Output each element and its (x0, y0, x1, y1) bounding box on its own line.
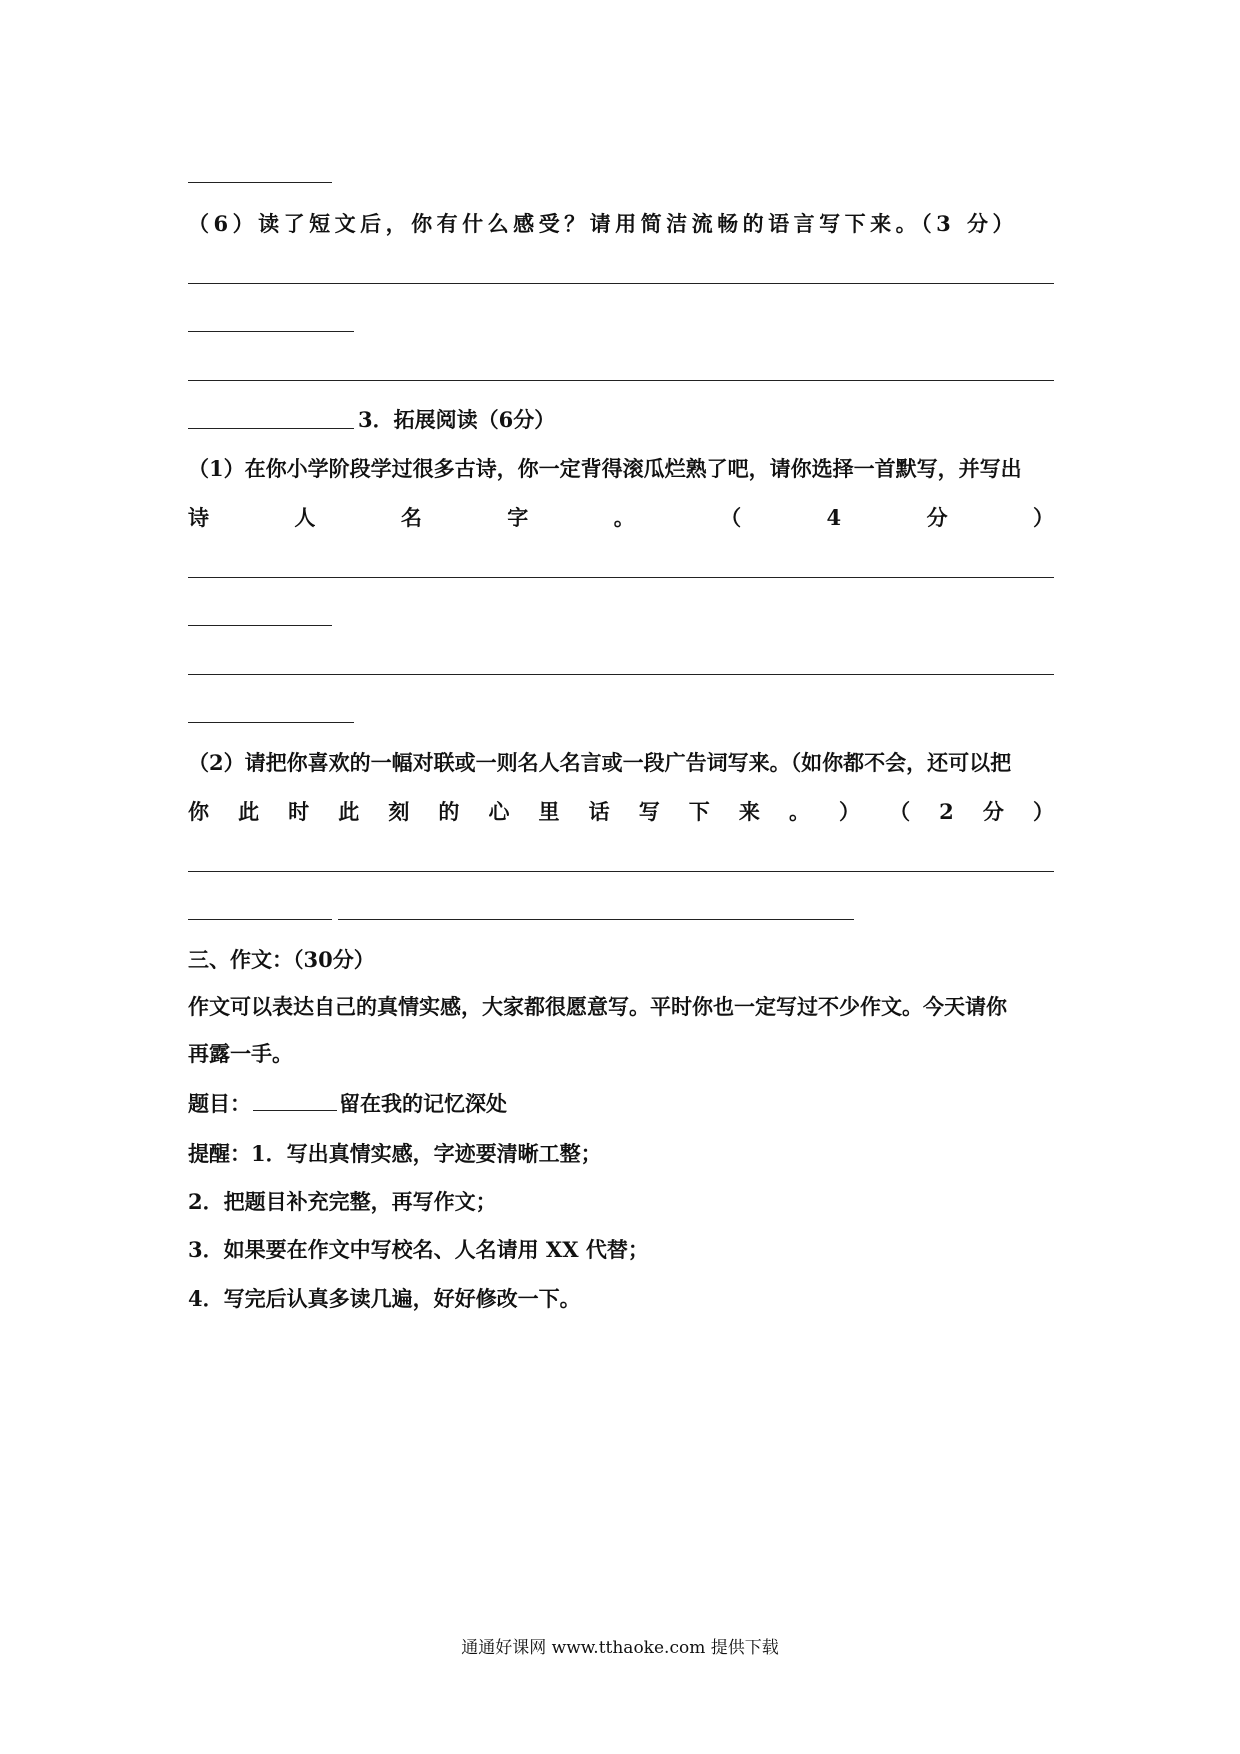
q2-line2-char: 。 (788, 799, 810, 824)
answer-line (188, 283, 1054, 284)
title-suffix: 留在我的记忆深处 (339, 1091, 507, 1116)
title-blank (253, 1090, 337, 1111)
answer-line (188, 380, 1054, 381)
q1-line2-char: ） (1033, 505, 1054, 530)
q1-line2-char: 4 (826, 505, 842, 530)
composition-intro-line1: 作文可以表达自己的真情实感，大家都很愿意写。平时你也一定写过不少作文。今天请你 (188, 994, 1007, 1019)
q1-line2-char: （ (720, 505, 742, 530)
q1-line2-char: 人 (294, 505, 316, 530)
composition-intro-line2: 再露一手。 (188, 1041, 293, 1066)
q2-line2-char: 你 (188, 799, 209, 824)
tip-1: 提醒：1．写出真情实感，字迹要清晰工整； (188, 1141, 602, 1166)
tip-4: 4．写完后认真多读几遍，好好修改一下。 (188, 1286, 581, 1311)
q2-line2-char: 时 (288, 799, 310, 824)
answer-line (188, 722, 354, 723)
composition-heading: 三、作文：（30分） (188, 947, 375, 972)
q2-line2-char: 来 (738, 799, 760, 824)
answer-line (188, 919, 332, 920)
question-3-2-line1: （2）请把你喜欢的一幅对联或一则名人名言或一段广告词写来。（如你都不会，还可以把 (188, 750, 1012, 775)
answer-line (188, 428, 354, 429)
tip-3: 3．如果要在作文中写校名、人名请用 XX 代替； (188, 1237, 649, 1262)
section-3-heading: 3．拓展阅读（6分） (358, 407, 556, 432)
answer-line (188, 674, 1054, 675)
q2-line2-char: 下 (688, 799, 710, 824)
answer-line (188, 625, 332, 626)
question-3-2-line2 (188, 798, 1054, 826)
q2-line2-char: 此 (338, 799, 360, 824)
footer-credit: 通通好课网 www.tthaoke.com 提供下载 (461, 1638, 779, 1658)
q2-line2-char: 里 (538, 799, 560, 824)
q2-line2-char: 心 (488, 799, 510, 824)
q1-line2-char: 分 (926, 505, 948, 530)
answer-line (338, 919, 854, 920)
q1-line2-char: 。 (613, 505, 635, 530)
title-label: 题目： (188, 1091, 251, 1116)
composition-title (188, 1090, 507, 1118)
q2-line2-char: ） (839, 799, 861, 824)
q2-line2-char: 写 (638, 799, 660, 824)
answer-line (188, 331, 354, 332)
q1-line2-char: 名 (400, 505, 422, 530)
q2-line2-char: 分 (982, 799, 1004, 824)
q2-line2-char: ） (1032, 799, 1054, 824)
question-6: （6）读了短文后，你有什么感受？请用简洁流畅的语言写下来。（3 分） (188, 211, 1019, 236)
q1-line2-char: 字 (507, 505, 529, 530)
answer-line (188, 871, 1054, 872)
question-3-1-line2 (188, 504, 1054, 532)
q1-line2-char: 诗 (188, 505, 209, 530)
answer-line (188, 577, 1054, 578)
q2-line2-char: 话 (588, 799, 610, 824)
q2-line2-char: 刻 (388, 799, 410, 824)
answer-line (188, 182, 332, 183)
question-3-1-line1: （1）在你小学阶段学过很多古诗，你一定背得滚瓜烂熟了吧，请你选择一首默写，并写出 (188, 456, 1022, 481)
q2-line2-char: 的 (438, 799, 460, 824)
q2-line2-char: 2 (939, 799, 954, 824)
tip-2: 2．把题目补充完整，再写作文； (188, 1189, 497, 1214)
q2-line2-char: 此 (238, 799, 260, 824)
q2-line2-char: （ (889, 799, 911, 824)
